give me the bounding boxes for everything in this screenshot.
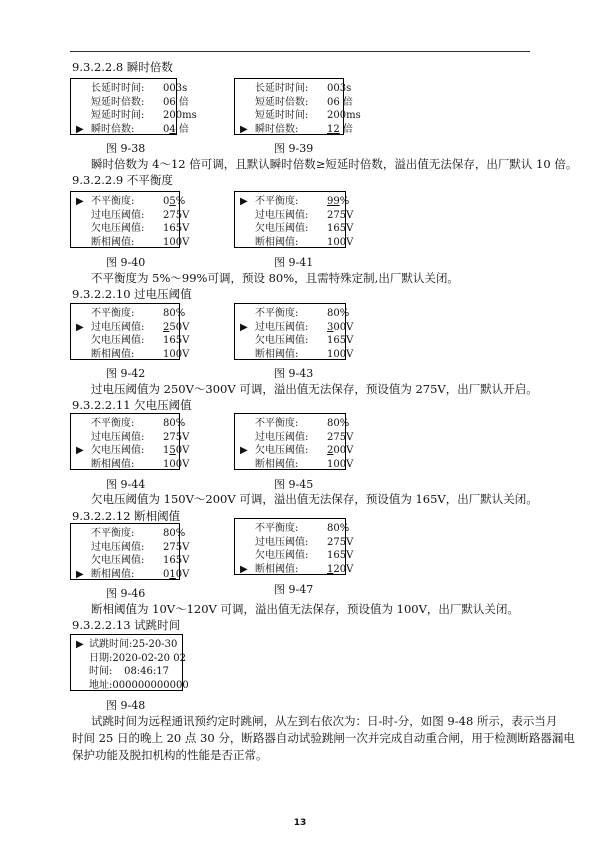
lcd-row-value: 165V <box>327 335 354 346</box>
value-part: 20V <box>333 563 354 575</box>
lcd-row-label: 断相阈值: <box>255 563 299 575</box>
lcd-row-value: 100V <box>163 348 190 360</box>
figure-caption-9-38: 图 9-38 <box>106 142 146 155</box>
section-heading-13: 9.3.2.2.13 试跳时间 <box>72 618 181 632</box>
lcd-row-value: 200ms <box>327 110 361 121</box>
lcd-row-label: 欠电压阈值: <box>91 335 145 346</box>
cursor-slot <box>76 527 87 541</box>
editing-digit: 1 <box>169 568 176 580</box>
lcd-row-label: 日期: <box>89 652 113 664</box>
lcd-row <box>76 458 190 472</box>
lcd-row <box>76 527 186 541</box>
lcd-row-label: 不平衡度: <box>91 418 135 429</box>
lcd-row-label: 过电压阈值: <box>255 431 309 443</box>
lcd-row <box>240 563 354 577</box>
value-part: 1 <box>163 445 170 456</box>
lcd-row-label: 不平衡度: <box>255 418 299 429</box>
editing-digit: 1 <box>327 563 334 575</box>
lcd-row <box>240 536 354 550</box>
lcd-row-label: 不平衡度: <box>255 196 299 207</box>
lcd-row-label: 欠电压阈值: <box>255 550 309 561</box>
lcd-row-label: 短延时时间: <box>255 110 309 121</box>
cursor-slot <box>76 82 87 96</box>
value-part: 0 <box>163 568 170 580</box>
cursor-slot <box>76 652 87 666</box>
cursor-slot <box>240 334 251 348</box>
lcd-row-label: 过电压阈值: <box>255 321 309 333</box>
cursor-slot <box>240 222 251 236</box>
lcd-row-label: 断相阈值: <box>91 458 135 470</box>
lcd-row-label: 瞬时倍数: <box>255 123 299 135</box>
lcd-figure-9-38 <box>70 78 197 135</box>
lcd-row <box>76 222 190 236</box>
lcd-row <box>240 458 354 472</box>
cursor-slot <box>76 665 87 679</box>
lcd-row-value <box>327 444 361 458</box>
lcd-row <box>76 195 186 209</box>
lcd-row <box>240 307 350 321</box>
value-part: 50V <box>169 321 190 333</box>
lcd-row <box>240 222 354 236</box>
lcd-row-label: 断相阈值: <box>91 236 135 248</box>
figure-caption-9-43: 图 9-43 <box>274 367 314 380</box>
lcd-figure-9-46 <box>70 523 190 580</box>
section-heading-11: 9.3.2.2.11 欠电压阈值 <box>72 398 192 412</box>
lcd-row-value: 100V <box>327 348 354 360</box>
lcd-row-value: 80% <box>327 523 350 534</box>
lcd-row-label: 不平衡度: <box>91 528 135 539</box>
lcd-row-value <box>163 123 197 137</box>
cursor-slot <box>76 109 87 123</box>
lcd-row-value <box>327 195 357 209</box>
lcd-row-value: 25-20-30 <box>132 639 178 650</box>
lcd-row-label: 长延时时间: <box>255 83 309 94</box>
figure-caption-9-39: 图 9-39 <box>274 142 314 155</box>
paragraph-8: 瞬时倍数为 4～12 倍可调，且默认瞬时倍数≥短延时倍数，溢出值无法保存，出厂默认 10 倍。 <box>91 157 578 171</box>
lcd-row-value: 275V <box>327 431 354 443</box>
lcd-row-label: 断相阈值: <box>255 458 299 470</box>
cursor-arrow-icon: ▶ <box>240 563 248 575</box>
value-part: 0 <box>163 196 170 207</box>
lcd-figure-9-40 <box>70 191 190 248</box>
lcd-row-value <box>163 444 197 458</box>
paragraph-11: 欠电压阈值为 150V～200V 可调，溢出值无法保存，预设值为 165V，出厂默认关闭。 <box>91 492 538 506</box>
paragraph-10: 过电压阈值为 250V～300V 可调，溢出值无法保存，预设值为 275V，出厂默认开启。 <box>91 382 538 396</box>
lcd-row-value <box>327 321 361 335</box>
lcd-row <box>76 334 190 348</box>
lcd-row <box>76 431 190 445</box>
lcd-row-value: 100V <box>163 458 190 470</box>
lcd-row-label: 欠电压阈值: <box>255 223 309 234</box>
cursor-slot <box>240 458 251 472</box>
lcd-row <box>76 109 197 123</box>
lcd-row <box>240 96 353 110</box>
lcd-row <box>76 82 188 96</box>
lcd-figure-9-39 <box>234 78 361 135</box>
editing-digit: 3 <box>327 321 334 333</box>
lcd-row <box>76 236 190 250</box>
lcd-row-value: 165V <box>327 223 354 234</box>
lcd-row-label: 欠电压阈值: <box>91 445 145 456</box>
lcd-row <box>240 109 361 123</box>
paragraph-12: 断相阈值为 10V～120V 可调，溢出值无法保存，预设值为 100V，出厂默认关闭。 <box>91 602 519 616</box>
lcd-row-value: 80% <box>327 418 350 429</box>
editing-digit: 2 <box>163 321 170 333</box>
lcd-row <box>76 568 190 582</box>
lcd-row-value: 275V <box>163 431 190 443</box>
figure-caption-9-44: 图 9-44 <box>106 478 146 491</box>
cursor-arrow-icon: ▶ <box>240 196 248 207</box>
lcd-row-label: 断相阈值: <box>91 568 135 580</box>
editing-digit: 5 <box>169 196 176 207</box>
lcd-row-label: 欠电压阈值: <box>91 555 145 566</box>
figure-caption-9-41: 图 9-41 <box>274 256 314 269</box>
lcd-row-label: 过电压阈值: <box>255 536 309 548</box>
editing-digit: 12 <box>327 123 340 135</box>
lcd-row <box>240 549 354 563</box>
section-heading-9: 9.3.2.2.9 不平衡度 <box>72 173 173 187</box>
cursor-slot <box>76 541 87 555</box>
lcd-row <box>240 123 353 137</box>
lcd-row-label: 长延时时间: <box>91 83 145 94</box>
paragraph-13-line-1: 试跳时间为远程通讯预约定时跳闸，从左到右依次为：日-时-分，如图 9-48 所示，表示当月 <box>91 714 558 728</box>
page-number: 13 <box>293 818 307 828</box>
lcd-row-label: 断相阈值: <box>255 236 299 248</box>
lcd-row-label: 过电压阈值: <box>91 541 145 553</box>
lcd-row-value: 003s <box>163 83 188 94</box>
lcd-row-value <box>163 568 197 582</box>
cursor-slot <box>240 209 251 223</box>
lcd-row-label: 短延时倍数: <box>91 96 145 108</box>
cursor-arrow-icon: ▶ <box>76 196 84 207</box>
lcd-row-value: 165V <box>163 335 190 346</box>
cursor-slot <box>240 96 251 110</box>
editing-digit: 2 <box>327 445 334 456</box>
value-part: % <box>339 196 350 207</box>
cursor-arrow-icon: ▶ <box>240 445 248 456</box>
lcd-row <box>76 665 177 679</box>
lcd-row <box>240 417 350 431</box>
lcd-row-value: 06 倍 <box>163 96 189 108</box>
lcd-row-value: 275V <box>163 541 190 553</box>
lcd-row-value: 100V <box>327 458 354 470</box>
lcd-row <box>76 123 189 137</box>
lcd-row <box>76 307 186 321</box>
lcd-row-label: 过电压阈值: <box>91 209 145 221</box>
cursor-arrow-icon: ▶ <box>240 321 248 333</box>
cursor-slot <box>76 417 87 431</box>
value-part: 倍 <box>175 123 189 135</box>
editing-digit: 5 <box>169 445 176 456</box>
paragraph-13-line-3: 保护功能及脱扣机构的性能是否正常。 <box>72 748 268 762</box>
lcd-row <box>76 96 189 110</box>
lcd-row <box>240 209 354 223</box>
lcd-row-value: 100V <box>163 236 190 248</box>
header-rule <box>70 51 530 52</box>
lcd-figure-9-42 <box>70 303 190 360</box>
lcd-row-value: 275V <box>327 209 354 221</box>
cursor-arrow-icon: ▶ <box>76 123 84 135</box>
cursor-slot <box>76 348 87 362</box>
lcd-row-value: 200ms <box>163 110 197 121</box>
lcd-row <box>240 444 354 458</box>
lcd-row-value: 80% <box>163 528 186 539</box>
lcd-row <box>240 195 350 209</box>
cursor-slot <box>76 236 87 250</box>
lcd-row <box>76 638 177 652</box>
cursor-slot <box>240 522 251 536</box>
section-heading-8: 9.3.2.2.8 瞬时倍数 <box>72 60 173 74</box>
lcd-row <box>76 679 189 693</box>
lcd-row-value: 06 倍 <box>327 96 353 108</box>
lcd-row <box>76 209 190 223</box>
lcd-row <box>76 348 190 362</box>
value-part: 0V <box>175 445 190 456</box>
lcd-row-label: 不平衡度: <box>91 196 135 207</box>
cursor-arrow-icon: ▶ <box>76 445 84 456</box>
lcd-row-value: 80% <box>163 308 186 319</box>
lcd-row-value: 165V <box>163 555 190 566</box>
lcd-row-value: 2020-02-20 02 <box>112 652 186 664</box>
cursor-slot <box>240 417 251 431</box>
lcd-row-label: 断相阈值: <box>91 348 135 360</box>
cursor-slot <box>76 679 87 693</box>
lcd-row-value <box>327 563 361 577</box>
lcd-row-label: 瞬时倍数: <box>91 123 135 135</box>
cursor-slot <box>240 109 251 123</box>
lcd-row <box>76 417 186 431</box>
lcd-row <box>76 321 190 335</box>
cursor-slot <box>240 536 251 550</box>
value-part: 0V <box>175 568 190 580</box>
lcd-row <box>76 652 186 666</box>
lcd-row <box>240 334 354 348</box>
lcd-row-value: 003s <box>327 83 352 94</box>
cursor-slot <box>76 209 87 223</box>
paragraph-13-line-2: 时间 25 日的晚上 20 点 30 分，断路器自动试验跳闸一次并完成自动重合闸，用于检测断路器漏电 <box>72 731 575 745</box>
lcd-row-value <box>163 195 193 209</box>
paragraph-9: 不平衡度为 5%～99%可调，预设 80%，且需特殊定制,出厂默认关闭。 <box>91 271 459 285</box>
lcd-row-value: 80% <box>163 418 186 429</box>
lcd-row <box>240 348 354 362</box>
editing-digit: 4 <box>169 123 176 135</box>
lcd-row-value: 08:46:17 <box>124 666 169 677</box>
section-heading-10: 9.3.2.2.10 过电压阈值 <box>72 287 192 301</box>
lcd-row <box>240 236 354 250</box>
lcd-row <box>240 321 354 335</box>
lcd-row-value: 275V <box>327 536 354 548</box>
lcd-row-label: 过电压阈值: <box>255 209 309 221</box>
lcd-row-value: 165V <box>163 223 190 234</box>
lcd-row <box>76 444 190 458</box>
lcd-row-value: 000000000000 <box>112 679 189 691</box>
cursor-slot <box>240 431 251 445</box>
value-part: % <box>175 196 186 207</box>
lcd-row-value: 165V <box>327 550 354 561</box>
lcd-row-label: 短延时时间: <box>91 110 145 121</box>
cursor-slot <box>76 222 87 236</box>
value-part: 00V <box>333 445 354 456</box>
cursor-slot <box>240 307 251 321</box>
cursor-arrow-icon: ▶ <box>76 639 84 650</box>
lcd-row-label: 断相阈值: <box>255 348 299 360</box>
lcd-row-label: 不平衡度: <box>255 523 299 534</box>
lcd-row <box>76 554 190 568</box>
lcd-row <box>240 522 350 536</box>
lcd-row-value: 100V <box>327 236 354 248</box>
cursor-slot <box>76 554 87 568</box>
figure-caption-9-47: 图 9-47 <box>274 583 314 596</box>
lcd-row-label: 欠电压阈值: <box>255 445 309 456</box>
value-part: 00V <box>333 321 354 333</box>
cursor-slot <box>240 549 251 563</box>
lcd-row-label: 过电压阈值: <box>91 321 145 333</box>
cursor-slot <box>240 82 251 96</box>
lcd-figure-9-45 <box>234 413 354 470</box>
lcd-figure-9-43 <box>234 303 354 360</box>
cursor-slot <box>240 348 251 362</box>
lcd-row-value <box>327 123 361 137</box>
figure-caption-9-42: 图 9-42 <box>106 367 146 380</box>
lcd-row-value: 80% <box>327 308 350 319</box>
lcd-row-label: 试跳时间: <box>89 639 133 650</box>
figure-caption-9-46: 图 9-46 <box>106 587 146 600</box>
cursor-slot <box>76 96 87 110</box>
cursor-slot <box>76 334 87 348</box>
cursor-slot <box>240 236 251 250</box>
lcd-row-value <box>163 321 197 335</box>
figure-caption-9-40: 图 9-40 <box>106 256 146 269</box>
lcd-figure-9-47 <box>234 518 354 575</box>
lcd-figure-9-44 <box>70 413 190 470</box>
lcd-row-value: 275V <box>163 209 190 221</box>
lcd-row-label: 时间: <box>89 666 113 677</box>
cursor-arrow-icon: ▶ <box>76 568 84 580</box>
lcd-row <box>240 82 352 96</box>
lcd-figure-9-48 <box>70 634 189 691</box>
value-part: 0 <box>163 123 170 135</box>
cursor-slot <box>76 307 87 321</box>
lcd-figure-9-41 <box>234 191 354 248</box>
cursor-arrow-icon: ▶ <box>240 123 248 135</box>
lcd-row <box>240 431 354 445</box>
lcd-row-label: 地址: <box>89 679 113 691</box>
editing-digit: 99 <box>327 196 340 207</box>
cursor-arrow-icon: ▶ <box>76 321 84 333</box>
lcd-row-label: 过电压阈值: <box>91 431 145 443</box>
figure-caption-9-48: 图 9-48 <box>106 699 146 712</box>
cursor-slot <box>76 458 87 472</box>
lcd-row-label: 欠电压阈值: <box>91 223 145 234</box>
cursor-slot <box>76 431 87 445</box>
section-heading-12: 9.3.2.2.12 断相阈值 <box>72 509 181 523</box>
lcd-row-label: 不平衡度: <box>255 308 299 319</box>
lcd-row-label: 短延时倍数: <box>255 96 309 108</box>
figure-caption-9-45: 图 9-45 <box>274 478 314 491</box>
value-part: 倍 <box>339 123 353 135</box>
lcd-row-label: 欠电压阈值: <box>255 335 309 346</box>
lcd-row <box>76 541 190 555</box>
lcd-row-label: 不平衡度: <box>91 308 135 319</box>
